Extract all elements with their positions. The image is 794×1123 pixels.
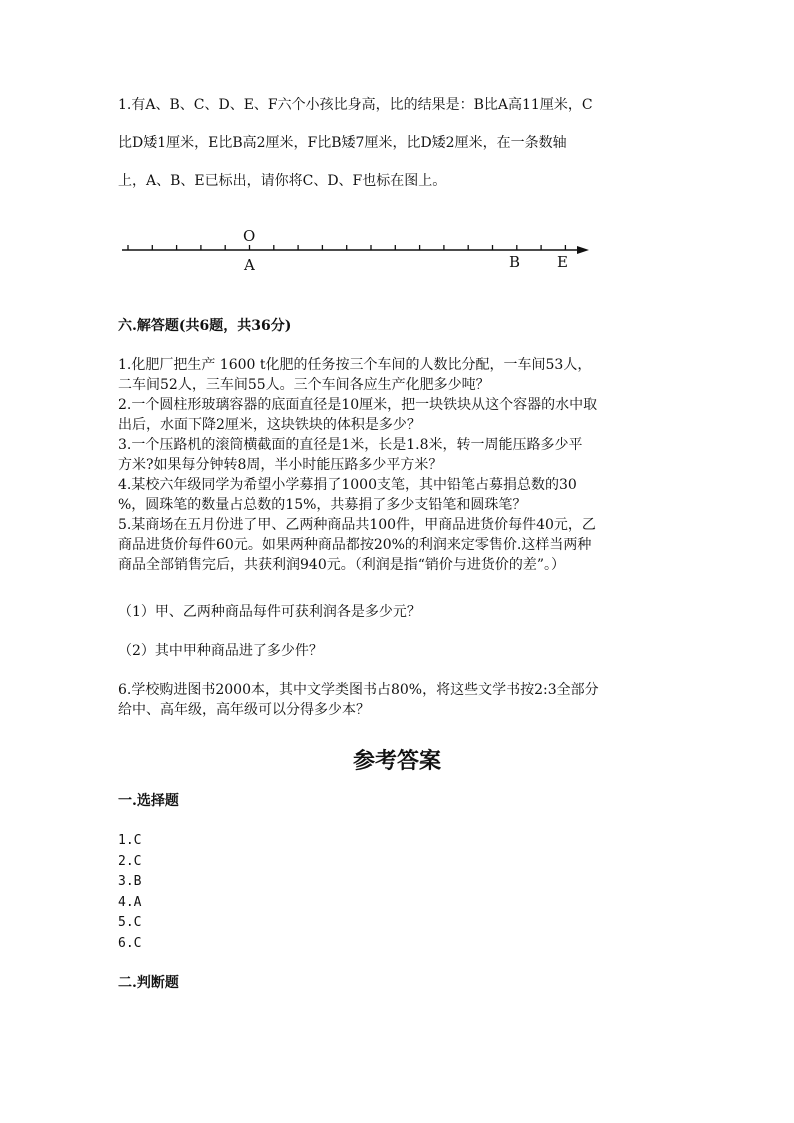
number-line-ticks — [128, 245, 565, 250]
q5-sub-2: （2）其中甲种商品进了多少件？ — [118, 643, 323, 659]
questions-block — [118, 355, 597, 575]
q6-block — [118, 680, 599, 720]
answer-item: 5.C — [118, 915, 142, 931]
answer-item: 2.C — [118, 853, 142, 869]
problem-line-3: 上，A、B、E已标出，请你将C、D、F也标在图上。 — [118, 173, 447, 189]
q1-line-2: 二车间52人，三车间55人。三个车间各应生产化肥多少吨？ — [118, 377, 490, 393]
answer-item: 6.C — [118, 935, 142, 951]
problem-line-1: 1.有A、B、C、D、E、F六个小孩比身高，比的结果是：B比A高11厘米，C — [118, 97, 593, 113]
q4-line-1: 4.某校六年级同学为希望小学募捐了1000支笔，其中铅笔占募捐总数的30 — [118, 477, 577, 493]
q5-sub-1: （1）甲、乙两种商品每件可获利润各是多少元？ — [118, 604, 421, 620]
origin-label: O — [243, 227, 256, 245]
point-label-b: B — [509, 253, 521, 271]
answers-section-2-heading: 二.判断题 — [118, 975, 179, 991]
section-6-heading: 六.解答题(共6题，共36分) — [118, 318, 292, 334]
q4-line-2: %，圆珠笔的数量占总数的15%，共募捐了多少支铅笔和圆珠笔？ — [118, 497, 527, 513]
q6-line-2: 给中、高年级，高年级可以分得多少本？ — [118, 702, 370, 718]
q5-line-3: 商品全部销售完后，共获利润940元。（利润是指“销价与进货价的差”。） — [118, 557, 566, 573]
answer-item: 1.C — [118, 833, 142, 848]
q5-line-2: 商品进货价每件60元。如果两种商品都按20%的利润来定零售价.这样当两种 — [118, 537, 592, 553]
q2-line-2: 出后，水面下降2厘米，这块铁块的体积是多少？ — [118, 417, 421, 433]
answers-title: 参考答案 — [352, 748, 441, 774]
point-label-a: A — [244, 256, 255, 274]
q1-line-1: 1.化肥厂把生产 1600 t化肥的任务按三个车间的人数比分配，一车间53人， — [118, 357, 592, 373]
number-line-arrow — [577, 246, 589, 254]
q3-line-1: 3.一个压路机的滚筒横截面的直径是1米，长是1.8米，转一周能压路多少平 — [118, 437, 583, 453]
point-label-e: E — [557, 253, 568, 271]
number-line — [0, 220, 794, 280]
q3-line-2: 方米?如果每分钟转8周，半小时能压路多少平方米？ — [118, 457, 443, 473]
q2-line-1: 2.一个圆柱形玻璃容器的底面直径是10厘米，把一块铁块从这个容器的水中取 — [118, 397, 598, 413]
q6-line-1: 6.学校购进图书2000本，其中文学类图书占80%，将这些文学书按2:3全部分 — [118, 682, 599, 698]
q5-line-1: 5.某商场在五月份进了甲、乙两种商品共100件，甲商品进货价每件40元，乙 — [118, 517, 596, 533]
answers-section-1-heading: 一.选择题 — [118, 793, 179, 809]
answer-item: 4.A — [118, 894, 142, 910]
answers-list — [118, 831, 141, 955]
answer-item: 3.B — [118, 874, 142, 890]
problem-line-2: 比D矮1厘米，E比B高2厘米，F比B矮7厘米，比D矮2厘米，在一条数轴 — [118, 135, 567, 151]
